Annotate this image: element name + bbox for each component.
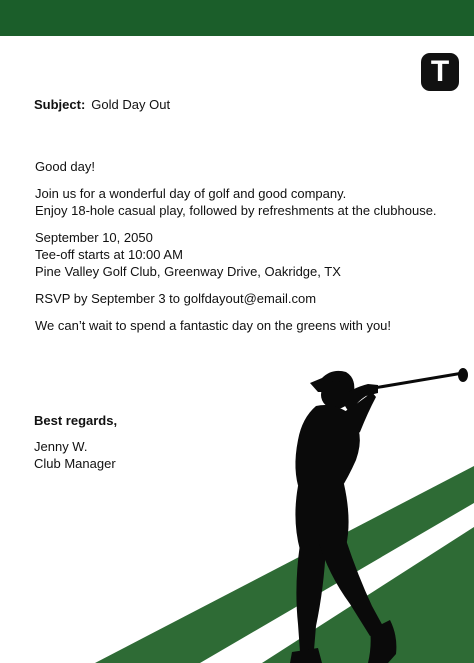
invitation-paragraph: [35, 185, 465, 219]
signature-title: Club Manager: [34, 456, 116, 471]
subject-label: Subject:: [34, 97, 86, 112]
event-date: September 10, 2050: [35, 230, 153, 245]
rsvp-paragraph: [35, 290, 465, 307]
template-logo-icon: [421, 53, 459, 91]
greeting: [35, 158, 465, 175]
greeting-text: Good day!: [35, 159, 95, 174]
logo-letter: T: [430, 55, 450, 88]
subject-value: Gold Day Out: [91, 97, 171, 112]
signature-name: Jenny W.: [34, 439, 88, 454]
signature-block: [34, 412, 117, 472]
letter-body: [35, 158, 465, 344]
signature-regards: Best regards,: [34, 413, 118, 428]
subject-line: [34, 97, 170, 112]
event-location: Pine Valley Golf Club, Greenway Drive, Oakridge, TX: [35, 264, 341, 279]
closing-text: We can’t wait to spend a fantastic day on the greens with you!: [35, 318, 392, 333]
invitation-line-2: Enjoy 18-hole casual play, followed by refreshments at the clubhouse.: [35, 203, 437, 218]
invitation-line-1: Join us for a wonderful day of golf and good company.: [35, 186, 347, 201]
event-tee-off: Tee-off starts at 10:00 AM: [35, 247, 183, 262]
rsvp-text: RSVP by September 3 to golfdayout@email.com: [35, 291, 317, 306]
event-details: [35, 229, 465, 280]
closing-paragraph: [35, 317, 465, 334]
